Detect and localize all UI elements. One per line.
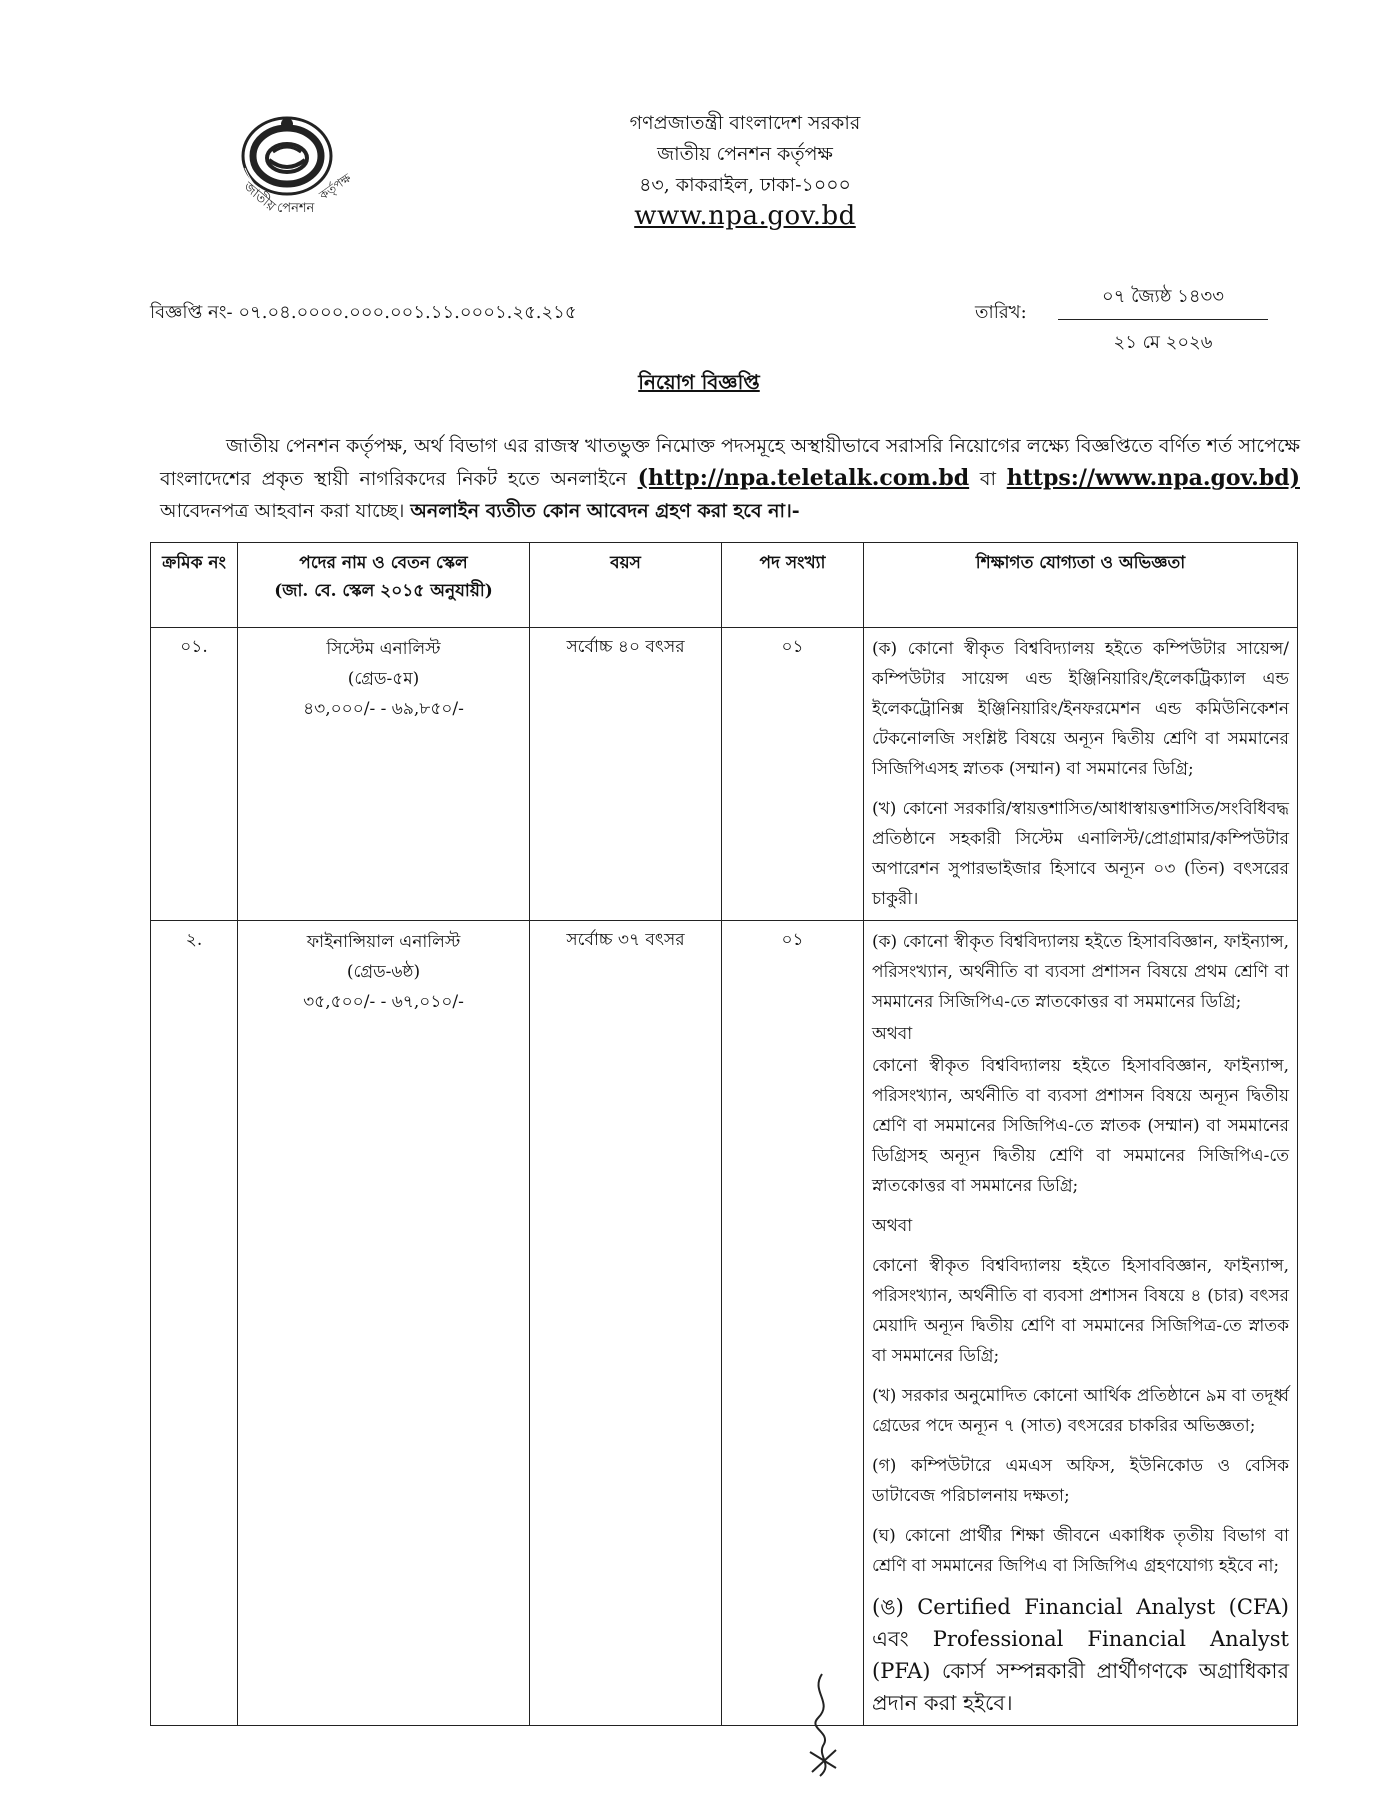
npa-link[interactable]: https://www.npa.gov.bd) xyxy=(1006,465,1300,491)
header-post: পদের নাম ও বেতন স্কেল (জা. বে. স্কেল ২০১৫ অনুযায়ী) xyxy=(238,543,530,628)
post-scale: ৩৫,৫০০/- - ৬৭,০১০/- xyxy=(303,992,464,1012)
date-block xyxy=(1058,282,1268,359)
logo-emblem-icon xyxy=(225,108,375,226)
table-row xyxy=(151,628,1298,921)
svg-text:পেনশন: পেনশন xyxy=(277,201,315,216)
qualification-or: অথবা xyxy=(872,1216,913,1236)
qualification-item: (খ) সরকার অনুমোদিত কোনো আর্থিক প্রতিষ্ঠানে ৯ম বা তদূর্ধ্ব গ্রেডের পদে অন্যূন ৭ (সাত) বৎসরের চাকরির অভিজ্ঞতা; xyxy=(872,1386,1289,1436)
post-grade: (গ্রেড-৫ম) xyxy=(347,669,420,689)
svg-text:জাতীয়: জাতীয় xyxy=(240,179,279,215)
intro-online-only: অনলাইন ব্যতীত কোন আবেদন গ্রহণ করা হবে না।- xyxy=(410,500,800,522)
qualification-item: (গ) কম্পিউটারে এমএস অফিস, ইউনিকোড ও বেসিক ডাটাবেজ পরিচালনায় দক্ষতা; xyxy=(872,1456,1289,1506)
authority-name: জাতীয় পেনশন কর্তৃপক্ষ xyxy=(657,143,833,165)
qualification-item: (খ) কোনো সরকারি/স্বায়ত্তশাসিত/আধাস্বায়ত্তশাসিত/সংবিধিবদ্ধ প্রতিষ্ঠানে সহকারী সিস্টেম এনালিস্ট/প্রোগ্রামার/কম্পিউটার অপারেশন সুপারভাইজার হিসাবে অন্যূন ০৩ (তিন) বৎসরের চাকুরী। xyxy=(872,799,1289,909)
qualification-item: কোনো স্বীকৃত বিশ্ববিদ্যালয় হইতে হিসাববিজ্ঞান, ফাইন্যান্স, পরিসংখ্যান, অর্থনীতি বা ব্যবসা প্রশাসন বিষয়ে ৪ (চার) বৎসর মেয়াদি অন্যূন দ্বিতীয় শ্রেণি বা সমমানের সিজিপিত্র-তে স্নাতক বা সমমানের ডিগ্রি; xyxy=(872,1256,1289,1366)
header-serial: ক্রমিক নং xyxy=(151,543,238,628)
date-bangla: ০৭ জ্যৈষ্ঠ ১৪৩৩ xyxy=(1058,282,1268,320)
qualification-item: (ক) কোনো স্বীকৃত বিশ্ববিদ্যালয় হইতে হিসাববিজ্ঞান, ফাইন্যান্স, পরিসংখ্যান, অর্থনীতি বা ব্যবসা প্রশাসন বিষয়ে প্রথম শ্রেণি বা সমমানের সিজিপিএ-তে স্নাতকোত্তর বা সমমানের ডিগ্রি; xyxy=(872,932,1289,1012)
header-count: পদ সংখ্যা xyxy=(722,543,864,628)
row-serial: ০১. xyxy=(151,628,238,921)
post-name: সিস্টেম এনালিস্ট xyxy=(326,639,441,659)
row-post xyxy=(238,921,530,1726)
govt-name: গণপ্রজাতন্ত্রী বাংলাদেশ সরকার xyxy=(629,112,861,134)
qualification-item: (ক) কোনো স্বীকৃত বিশ্ববিদ্যালয় হইতে কম্পিউটার সায়েন্স/কম্পিউটার সায়েন্স এন্ড ইঞ্জিনিয়ারিং/ইলেকট্রিক্যাল এন্ড ইলেকট্রোনিক্স ইঞ্জিনিয়ারিং/ইনফরমেশন এন্ড কমিউনিকেশন টেকনোলজি সংশ্লিষ্ট বিষয়ে অন্যূন দ্বিতীয় শ্রেণি বা সমমানের সিজিপিএসহ স্নাতক (সম্মান) বা সমমানের ডিগ্রি; xyxy=(872,639,1289,779)
table-header-row xyxy=(151,543,1298,628)
office-header xyxy=(520,108,970,232)
posts-table xyxy=(150,542,1298,1726)
row-age: সর্বোচ্চ ৪০ বৎসর xyxy=(530,628,722,921)
notice-number: বিজ্ঞপ্তি নং- ০৭.০৪.০০০০.০০০.০০১.১১.০০০১.২৫.২১৫ xyxy=(150,302,577,323)
signature xyxy=(800,1672,850,1782)
intro-text-1: জাতীয় পেনশন কর্তৃপক্ষ, অর্থ বিভাগ এর রাজস্ব খাতভুক্ত নিমোক্ত পদসমূহে অস্থায়ীভাবে সরাসরি নিয়োগের লক্ষ্যে বিজ্ঞপ্তিতে বর্ণিত শর্ত সাপেক্ষে বাংলাদেশের প্রকৃত স্থায়ী নাগরিকদের নিকট হতে অনলাইনে xyxy=(160,435,1300,490)
intro-text-3: আবেদনপত্র আহবান করা যাচ্ছে। xyxy=(160,500,405,522)
svg-text:কর্তৃপক্ষ: কর্তৃপক্ষ xyxy=(316,170,354,203)
header-age: বয়স xyxy=(530,543,722,628)
post-scale: ৪৩,০০০/- - ৬৯,৮৫০/- xyxy=(303,699,464,719)
qualification-item: (ঙ) Certified Financial Analyst (CFA) এবং Professional Financial Analyst (PFA) কোর্স সম্পন্নকারী প্রার্থীগণকে অগ্রাধিকার প্রদান করা হইবে। xyxy=(872,1595,1289,1715)
row-qualification xyxy=(864,628,1298,921)
row-count: ০১ xyxy=(722,628,864,921)
row-post xyxy=(238,628,530,921)
row-qualification xyxy=(864,921,1298,1726)
post-name: ফাইনান্সিয়াল এনালিস্ট xyxy=(306,932,461,952)
page-title: নিয়োগ বিজ্ঞপ্তি xyxy=(638,370,760,394)
qualification-item: (ঘ) কোনো প্রার্থীর শিক্ষা জীবনে একাধিক তৃতীয় বিভাগ বা শ্রেণি বা সমমানের জিপিএ বা সিজিপিএ গ্রহণযোগ্য হইবে না; xyxy=(872,1526,1289,1576)
table-row xyxy=(151,921,1298,1726)
row-count: ০১ xyxy=(722,921,864,1726)
qualification-item: কোনো স্বীকৃত বিশ্ববিদ্যালয় হইতে হিসাববিজ্ঞান, ফাইন্যান্স, পরিসংখ্যান, অর্থনীতি বা ব্যবসা প্রশাসন বিষয়ে অন্যূন দ্বিতীয় শ্রেণি বা সমমানের সিজিপিএ-তে স্নাতক (সম্মান) বা সমমানের ডিগ্রিসহ অন্যূন দ্বিতীয় শ্রেণি বা সমমানের সিজিপিএ-তে স্নাতকোত্তর বা সমমানের ডিগ্রি; xyxy=(872,1056,1289,1196)
teletalk-link[interactable]: (http://npa.teletalk.com.bd xyxy=(637,465,970,491)
qualification-or: অথবা xyxy=(872,1024,913,1044)
date-gregorian: ২১ মে ২০২৬ xyxy=(1113,332,1213,353)
website-link[interactable]: www.npa.gov.bd xyxy=(634,201,856,231)
npa-logo xyxy=(225,108,375,226)
office-address: ৪৩, কাকরাইল, ঢাকা-১০০০ xyxy=(639,174,851,196)
post-grade: (গ্রেড-৬ষ্ঠ) xyxy=(346,962,421,982)
row-age: সর্বোচ্চ ৩৭ বৎসর xyxy=(530,921,722,1726)
date-label: তারিখ: xyxy=(975,302,1027,323)
header-qualification: শিক্ষাগত যোগ্যতা ও অভিজ্ঞতা xyxy=(864,543,1298,628)
intro-paragraph xyxy=(160,430,1300,527)
intro-or: বা xyxy=(979,468,996,490)
row-serial: ২. xyxy=(151,921,238,1726)
